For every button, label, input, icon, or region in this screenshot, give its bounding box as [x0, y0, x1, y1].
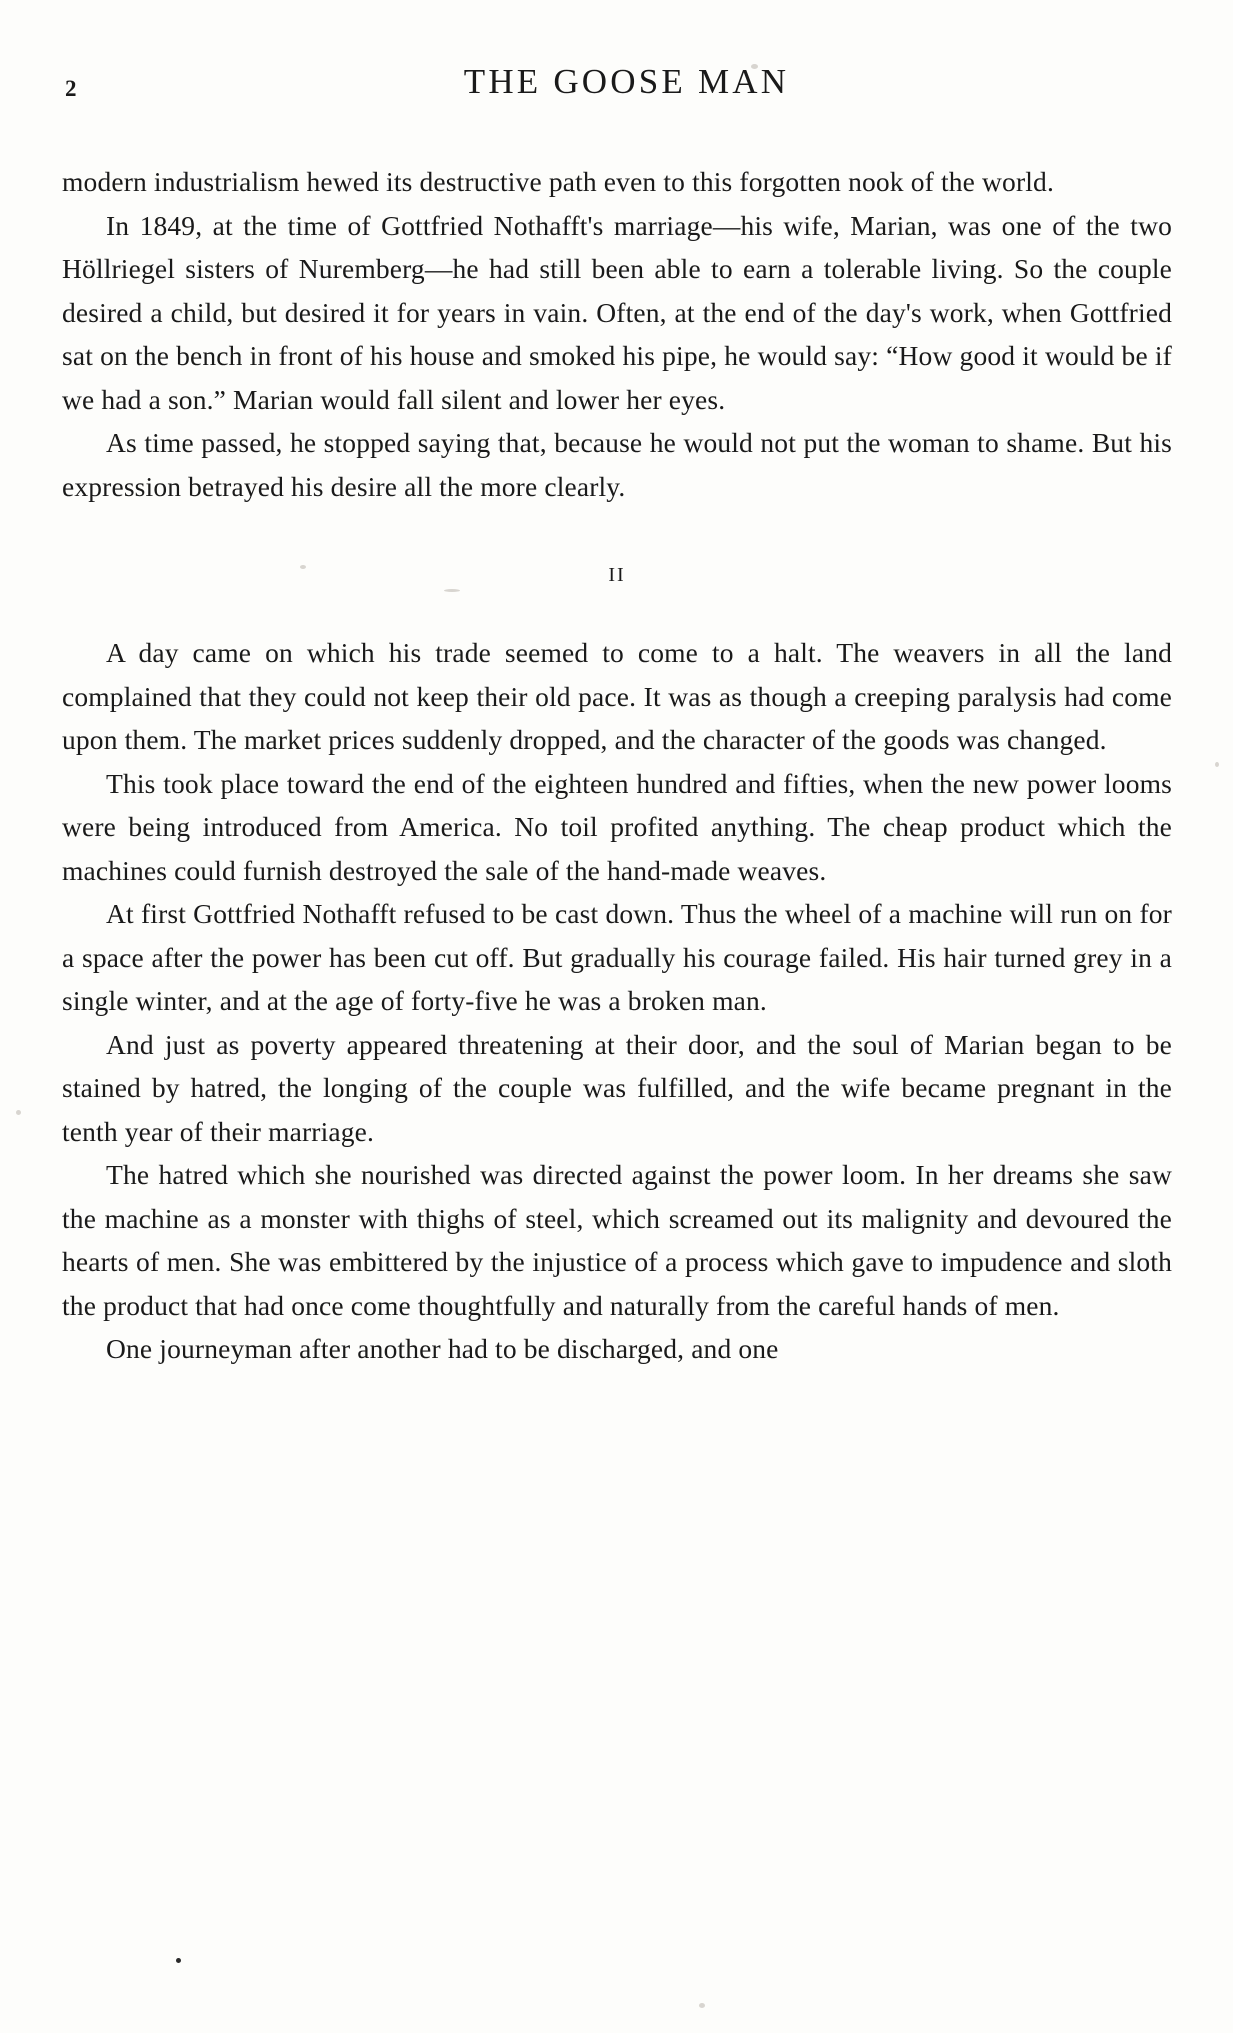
scan-speck: [699, 2003, 705, 2008]
paragraph: At first Gottfried Nothafft refused to be cast down. Thus the wheel of a machine will run on for a space after the power has been cut off. But gradually his courage failed. His hair turned grey in a single winter, and at the age of forty-five he was a broken man.: [62, 898, 1172, 1016]
paragraph: modern industrialism hewed its destructive path even to this forgotten nook of the world.: [62, 166, 1054, 197]
ink-dot: [176, 1958, 181, 1963]
page-body: [62, 160, 1172, 1371]
paragraph: This took place toward the end of the eighteen hundred and fifties, when the new power looms were being introduced from America. No toil profited anything. The cheap product which the machines could furnish destroyed the sale of the hand-made weaves.: [62, 767, 1172, 886]
paragraph: The hatred which she nourished was directed against the power loom. In her dreams she saw the machine as a monster with thighs of steel, which screamed out its malignity and devoured the hearts of men. She was embittered by the injustice of a process which gave to impudence and sloth the product that had once come thoughtfully and naturally from the careful hands of men.: [62, 1159, 1172, 1321]
scan-speck: [1215, 762, 1219, 767]
paragraph: As time passed, he stopped saying that, because he would not put the woman to shame. But his expression betrayed his desire all the more clearly.: [62, 427, 1172, 502]
page-number: 2: [65, 76, 77, 101]
scan-speck: [16, 1110, 21, 1115]
paragraph: And just as poverty appeared threatening at their door, and the soul of Marian began to be stained by hatred, the longing of the couple was fulfilled, and the wife became pregnant in the tenth year of their marriage.: [62, 1028, 1172, 1147]
paragraph-continued: One journeyman after another had to be discharged, and one: [106, 1333, 779, 1364]
running-title: THE GOOSE MAN: [463, 62, 790, 101]
page-header: [60, 62, 1173, 110]
paragraph: In 1849, at the time of Gottfried Nothafft's marriage—his wife, Marian, was one of the two Höllriegel sisters of Nuremberg—he had still been able to earn a tolerable living. So the couple desired a child, but desired it for years in vain. Often, at the end of the day's work, when Gottfried sat on the bench in front of his house and smoked his pipe, he would say: “How good it would be if we had a son.” Marian would fall silent and lower her eyes.: [62, 209, 1172, 415]
section-number: II: [608, 564, 626, 586]
paragraph: A day came on which his trade seemed to come to a halt. The weavers in all the land complained that they could not keep their old pace. It was as though a creeping paralysis had come upon them. The market prices suddenly dropped, and the character of the goods was changed.: [62, 637, 1172, 755]
